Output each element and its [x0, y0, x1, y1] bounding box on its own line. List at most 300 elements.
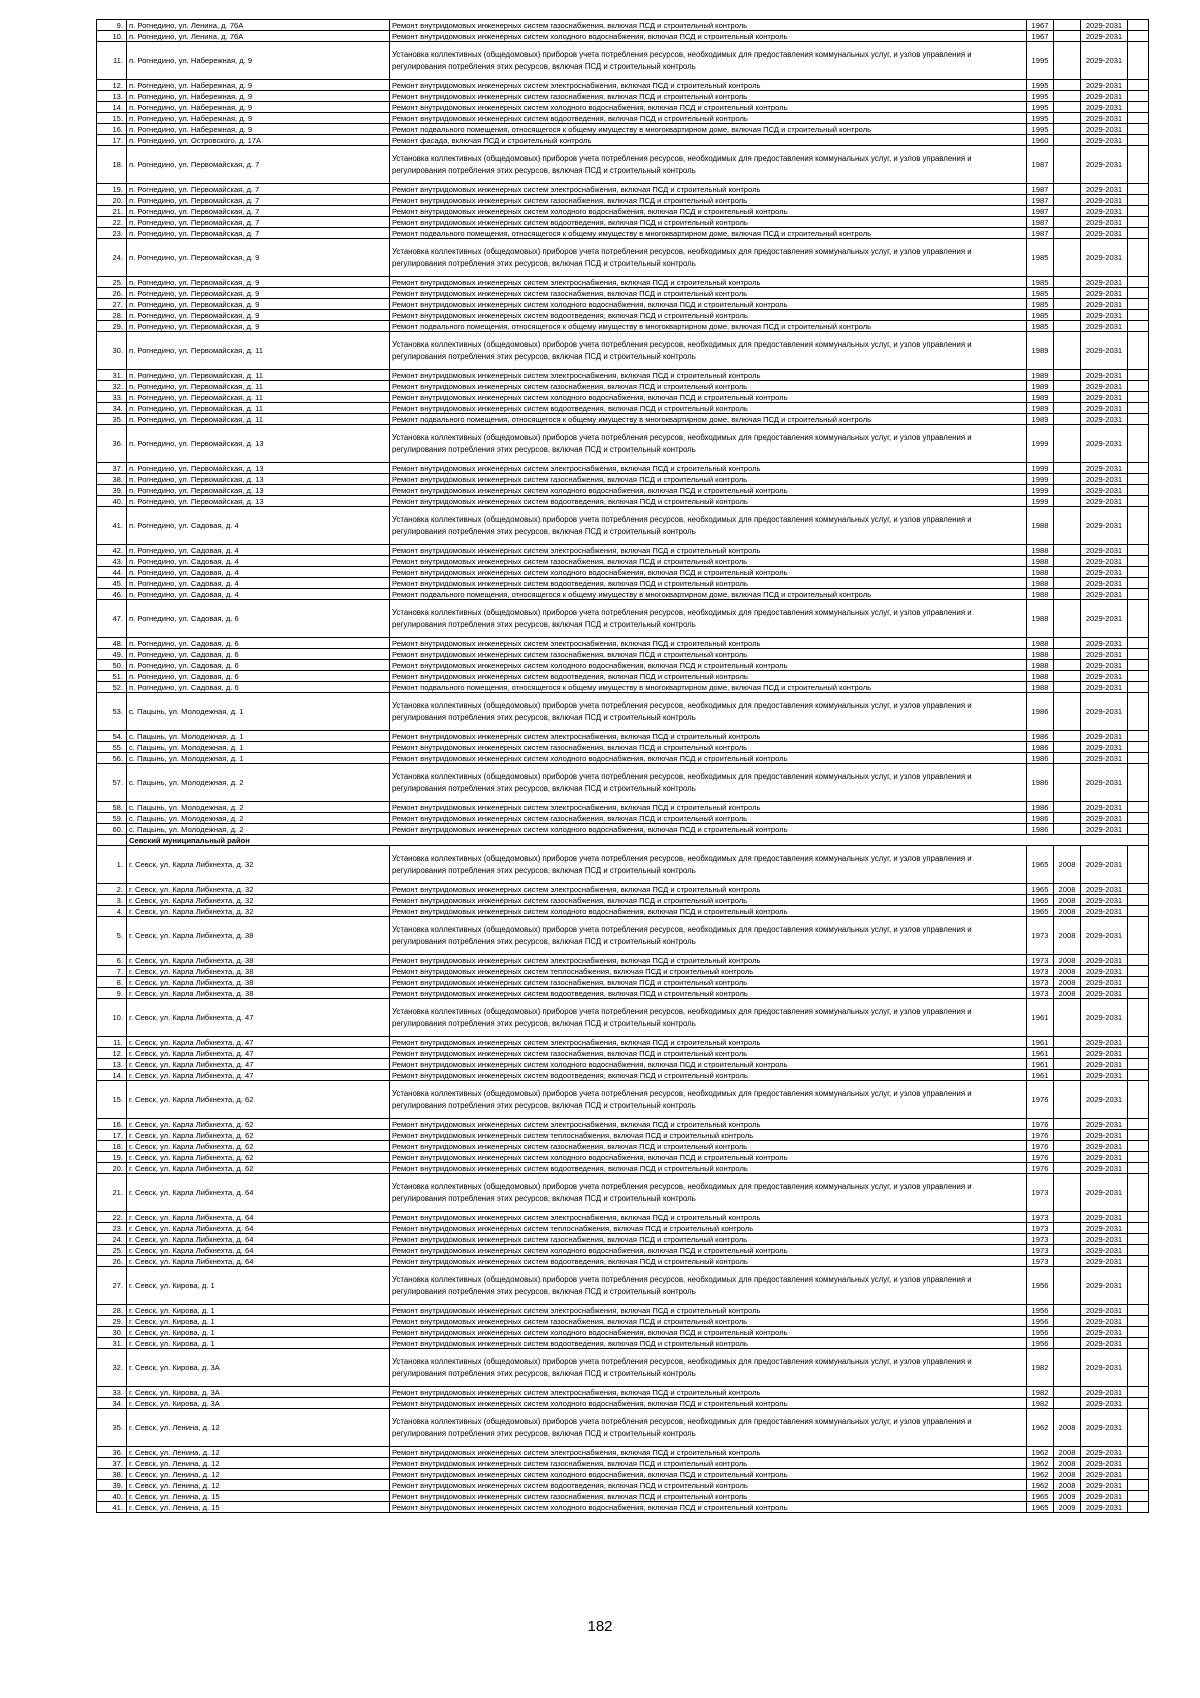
empty-cell [1128, 917, 1149, 955]
last-repair-year-cell: 2008 [1054, 1480, 1081, 1491]
last-repair-year-cell: 2008 [1054, 895, 1081, 906]
last-repair-year-cell [1054, 392, 1081, 403]
row-number-cell: 39. [97, 485, 127, 496]
work-type-cell: Ремонт внутридомовых инженерных систем холодного водоснабжения, включая ПСД и строительный контроль [390, 1327, 1027, 1338]
address-cell: г. Севск, ул. Кирова, д. 3А [127, 1349, 390, 1387]
table-row [97, 113, 1149, 124]
work-type-cell: Ремонт внутридомовых инженерных систем электроснабжения, включая ПСД и строительный контроль [390, 731, 1027, 742]
work-type-cell: Установка коллективных (общедомовых) приборов учета потребления ресурсов, необходимых для предоставления коммунальных услуг, и узлов управления и регулирования потребления этих ресурсов, включая ПСД и строительный контроль [390, 146, 1027, 184]
table-row [97, 299, 1149, 310]
empty-cell [1128, 693, 1149, 731]
planned-period-cell: 2029-2031 [1081, 671, 1128, 682]
planned-period-cell: 2029-2031 [1081, 977, 1128, 988]
work-type-cell: Ремонт внутридомовых инженерных систем водоотведения, включая ПСД и строительный контроль [390, 671, 1027, 682]
build-year-cell: 1973 [1027, 955, 1054, 966]
last-repair-year-cell [1054, 1338, 1081, 1349]
work-type-cell: Установка коллективных (общедомовых) приборов учета потребления ресурсов, необходимых для предоставления коммунальных услуг, и узлов управления и регулирования потребления этих ресурсов, включая ПСД и строительный контроль [390, 917, 1027, 955]
work-type-cell: Установка коллективных (общедомовых) приборов учета потребления ресурсов, необходимых для предоставления коммунальных услуг, и узлов управления и регулирования потребления этих ресурсов, включая ПСД и строительный контроль [390, 1174, 1027, 1212]
planned-period-cell: 2029-2031 [1081, 1458, 1128, 1469]
table-row [97, 1447, 1149, 1458]
work-type-cell: Ремонт внутридомовых инженерных систем водоотведения, включая ПСД и строительный контроль [390, 1256, 1027, 1267]
planned-period-cell: 2029-2031 [1081, 813, 1128, 824]
build-year-cell: 1988 [1027, 600, 1054, 638]
address-cell: г. Севск, ул. Карла Либкнехта, д. 32 [127, 906, 390, 917]
address-cell: г. Севск, ул. Кирова, д. 1 [127, 1327, 390, 1338]
work-type-cell: Ремонт внутридомовых инженерных систем газоснабжения, включая ПСД и строительный контроль [390, 20, 1027, 31]
empty-cell [1128, 370, 1149, 381]
last-repair-year-cell [1054, 1398, 1081, 1409]
empty-cell [1128, 206, 1149, 217]
address-cell: п. Рогнедино, ул. Садовая, д. 6 [127, 638, 390, 649]
row-number-cell: 24. [97, 1234, 127, 1245]
build-year-cell: 1987 [1027, 146, 1054, 184]
empty-cell [1128, 31, 1149, 42]
empty-cell [1128, 1480, 1149, 1491]
address-cell: п. Рогнедино, ул. Первомайская, д. 11 [127, 392, 390, 403]
build-year-cell: 1995 [1027, 124, 1054, 135]
build-year-cell: 1976 [1027, 1119, 1054, 1130]
build-year-cell: 1989 [1027, 332, 1054, 370]
build-year-cell: 1973 [1027, 917, 1054, 955]
build-year-cell: 1960 [1027, 135, 1054, 146]
row-number-cell: 58. [97, 802, 127, 813]
address-cell: п. Рогнедино, ул. Ленина, д. 76А [127, 31, 390, 42]
work-type-cell: Установка коллективных (общедомовых) приборов учета потребления ресурсов, необходимых для предоставления коммунальных услуг, и узлов управления и регулирования потребления этих ресурсов, включая ПСД и строительный контроль [390, 425, 1027, 463]
build-year-cell: 1989 [1027, 370, 1054, 381]
row-number-cell: 25. [97, 1245, 127, 1256]
address-cell: п. Рогнедино, ул. Первомайская, д. 7 [127, 195, 390, 206]
row-number-cell: 52. [97, 682, 127, 693]
empty-cell [1128, 1130, 1149, 1141]
planned-period-cell: 2029-2031 [1081, 638, 1128, 649]
build-year-cell: 1995 [1027, 102, 1054, 113]
row-number-cell: 3. [97, 895, 127, 906]
planned-period-cell: 2029-2031 [1081, 846, 1128, 884]
address-cell: г. Севск, ул. Ленина, д. 12 [127, 1458, 390, 1469]
work-type-cell: Установка коллективных (общедомовых) приборов учета потребления ресурсов, необходимых для предоставления коммунальных услуг, и узлов управления и регулирования потребления этих ресурсов, включая ПСД и строительный контроль [390, 239, 1027, 277]
work-type-cell: Установка коллективных (общедомовых) приборов учета потребления ресурсов, необходимых для предоставления коммунальных услуг, и узлов управления и регулирования потребления этих ресурсов, включая ПСД и строительный контроль [390, 507, 1027, 545]
empty-cell [1128, 638, 1149, 649]
empty-cell [1128, 1316, 1149, 1327]
empty-cell [1128, 1174, 1149, 1212]
last-repair-year-cell [1054, 124, 1081, 135]
last-repair-year-cell: 2008 [1054, 846, 1081, 884]
empty-cell [1128, 556, 1149, 567]
build-year-cell: 1956 [1027, 1327, 1054, 1338]
empty-cell [1128, 1447, 1149, 1458]
address-cell: г. Севск, ул. Карла Либкнехта, д. 64 [127, 1256, 390, 1267]
table-row [97, 485, 1149, 496]
work-type-cell: Установка коллективных (общедомовых) приборов учета потребления ресурсов, необходимых для предоставления коммунальных услуг, и узлов управления и регулирования потребления этих ресурсов, включая ПСД и строительный контроль [390, 332, 1027, 370]
address-cell: с. Пацынь, ул. Молодежная, д. 1 [127, 731, 390, 742]
build-year-cell: 1988 [1027, 578, 1054, 589]
empty-cell [1128, 1163, 1149, 1174]
last-repair-year-cell [1054, 1305, 1081, 1316]
table-row [97, 463, 1149, 474]
row-number-cell: 44. [97, 567, 127, 578]
empty-cell [1128, 1037, 1149, 1048]
empty-cell [1128, 310, 1149, 321]
planned-period-cell: 2029-2031 [1081, 824, 1128, 835]
build-year-cell: 1989 [1027, 414, 1054, 425]
work-type-cell: Ремонт внутридомовых инженерных систем электроснабжения, включая ПСД и строительный контроль [390, 1037, 1027, 1048]
row-number-cell: 12. [97, 80, 127, 91]
work-type-cell: Ремонт внутридомовых инженерных систем водоотведения, включая ПСД и строительный контроль [390, 113, 1027, 124]
planned-period-cell: 2029-2031 [1081, 1316, 1128, 1327]
planned-period-cell: 2029-2031 [1081, 370, 1128, 381]
work-type-cell: Ремонт внутридомовых инженерных систем холодного водоснабжения, включая ПСД и строительный контроль [390, 1059, 1027, 1070]
planned-period-cell: 2029-2031 [1081, 906, 1128, 917]
planned-period-cell: 2029-2031 [1081, 91, 1128, 102]
repair-schedule-table [96, 19, 1149, 1513]
work-type-cell: Ремонт внутридомовых инженерных систем газоснабжения, включая ПСД и строительный контроль [390, 91, 1027, 102]
address-cell: г. Севск, ул. Карла Либкнехта, д. 64 [127, 1212, 390, 1223]
last-repair-year-cell: 2008 [1054, 977, 1081, 988]
address-cell: п. Рогнедино, ул. Садовая, д. 4 [127, 556, 390, 567]
table-row [97, 288, 1149, 299]
planned-period-cell: 2029-2031 [1081, 228, 1128, 239]
planned-period-cell: 2029-2031 [1081, 113, 1128, 124]
empty-cell [1128, 1305, 1149, 1316]
work-type-cell: Установка коллективных (общедомовых) приборов учета потребления ресурсов, необходимых для предоставления коммунальных услуг, и узлов управления и регулирования потребления этих ресурсов, включая ПСД и строительный контроль [390, 42, 1027, 80]
empty-cell [1128, 1141, 1149, 1152]
planned-period-cell: 2029-2031 [1081, 600, 1128, 638]
table-row [97, 813, 1149, 824]
planned-period-cell: 2029-2031 [1081, 682, 1128, 693]
work-type-cell: Ремонт внутридомовых инженерных систем теплоснабжения, включая ПСД и строительный контроль [390, 1223, 1027, 1234]
empty-cell [1128, 135, 1149, 146]
table-row [97, 966, 1149, 977]
empty-cell [1128, 966, 1149, 977]
planned-period-cell: 2029-2031 [1081, 217, 1128, 228]
empty-cell [1128, 1267, 1149, 1305]
row-number-cell: 53. [97, 693, 127, 731]
build-year-cell: 1999 [1027, 485, 1054, 496]
planned-period-cell: 2029-2031 [1081, 917, 1128, 955]
build-year-cell: 1999 [1027, 425, 1054, 463]
last-repair-year-cell [1054, 1070, 1081, 1081]
table-row [97, 239, 1149, 277]
table-row [97, 1469, 1149, 1480]
row-number-cell: 27. [97, 1267, 127, 1305]
work-type-cell: Ремонт подвального помещения, относящегося к общему имуществу в многоквартирном доме, включая ПСД и строительный контроль [390, 682, 1027, 693]
build-year-cell: 1961 [1027, 1059, 1054, 1070]
last-repair-year-cell [1054, 80, 1081, 91]
work-type-cell: Ремонт внутридомовых инженерных систем холодного водоснабжения, включая ПСД и строительный контроль [390, 1469, 1027, 1480]
row-number-cell: 11. [97, 42, 127, 80]
last-repair-year-cell [1054, 1267, 1081, 1305]
work-type-cell: Ремонт внутридомовых инженерных систем газоснабжения, включая ПСД и строительный контроль [390, 474, 1027, 485]
planned-period-cell: 2029-2031 [1081, 649, 1128, 660]
empty-cell [1128, 1256, 1149, 1267]
row-number-cell: 54. [97, 731, 127, 742]
address-cell: п. Рогнедино, ул. Набережная, д. 9 [127, 124, 390, 135]
planned-period-cell: 2029-2031 [1081, 1163, 1128, 1174]
build-year-cell: 1965 [1027, 906, 1054, 917]
address-cell: г. Севск, ул. Карла Либкнехта, д. 62 [127, 1081, 390, 1119]
empty-cell [1128, 1338, 1149, 1349]
build-year-cell: 1987 [1027, 195, 1054, 206]
address-cell: с. Пацынь, ул. Молодежная, д. 2 [127, 802, 390, 813]
address-cell: п. Рогнедино, ул. Первомайская, д. 11 [127, 332, 390, 370]
row-number-cell: 4. [97, 906, 127, 917]
empty-cell [1128, 660, 1149, 671]
address-cell: п. Рогнедино, ул. Садовая, д. 4 [127, 507, 390, 545]
last-repair-year-cell [1054, 102, 1081, 113]
row-number-cell: 1. [97, 846, 127, 884]
build-year-cell: 1986 [1027, 824, 1054, 835]
empty-cell [1128, 288, 1149, 299]
row-number-cell: 21. [97, 206, 127, 217]
empty-cell [1128, 895, 1149, 906]
address-cell: п. Рогнедино, ул. Садовая, д. 4 [127, 567, 390, 578]
build-year-cell: 1961 [1027, 1048, 1054, 1059]
planned-period-cell: 2029-2031 [1081, 567, 1128, 578]
row-number-cell: 10. [97, 999, 127, 1037]
table-row [97, 693, 1149, 731]
work-type-cell: Ремонт внутридомовых инженерных систем холодного водоснабжения, включая ПСД и строительный контроль [390, 31, 1027, 42]
planned-period-cell: 2029-2031 [1081, 1245, 1128, 1256]
row-number-cell: 35. [97, 1409, 127, 1447]
table-row [97, 135, 1149, 146]
empty-cell [1128, 742, 1149, 753]
planned-period-cell: 2029-2031 [1081, 184, 1128, 195]
address-cell: п. Рогнедино, ул. Набережная, д. 9 [127, 42, 390, 80]
build-year-cell: 1987 [1027, 206, 1054, 217]
address-cell: г. Севск, ул. Карла Либкнехта, д. 62 [127, 1163, 390, 1174]
table-row [97, 425, 1149, 463]
address-cell: г. Севск, ул. Карла Либкнехта, д. 47 [127, 999, 390, 1037]
last-repair-year-cell [1054, 135, 1081, 146]
build-year-cell: 1973 [1027, 966, 1054, 977]
address-cell: г. Севск, ул. Карла Либкнехта, д. 38 [127, 988, 390, 999]
planned-period-cell: 2029-2031 [1081, 239, 1128, 277]
build-year-cell: 1989 [1027, 392, 1054, 403]
build-year-cell: 1956 [1027, 1267, 1054, 1305]
last-repair-year-cell: 2009 [1054, 1491, 1081, 1502]
work-type-cell: Установка коллективных (общедомовых) приборов учета потребления ресурсов, необходимых для предоставления коммунальных услуг, и узлов управления и регулирования потребления этих ресурсов, включая ПСД и строительный контроль [390, 764, 1027, 802]
work-type-cell: Ремонт внутридомовых инженерных систем холодного водоснабжения, включая ПСД и строительный контроль [390, 102, 1027, 113]
address-cell: г. Севск, ул. Карла Либкнехта, д. 64 [127, 1234, 390, 1245]
work-type-cell: Ремонт внутридомовых инженерных систем электроснабжения, включая ПСД и строительный контроль [390, 1447, 1027, 1458]
last-repair-year-cell [1054, 731, 1081, 742]
address-cell: г. Севск, ул. Кирова, д. 3А [127, 1387, 390, 1398]
planned-period-cell: 2029-2031 [1081, 1141, 1128, 1152]
row-number-cell: 45. [97, 578, 127, 589]
row-number-cell: 49. [97, 649, 127, 660]
build-year-cell: 1988 [1027, 567, 1054, 578]
empty-cell [1128, 228, 1149, 239]
last-repair-year-cell [1054, 1037, 1081, 1048]
empty-cell [1128, 731, 1149, 742]
table-row [97, 1223, 1149, 1234]
table-row [97, 556, 1149, 567]
empty-cell [1128, 474, 1149, 485]
empty-cell [1128, 545, 1149, 556]
address-cell: г. Севск, ул. Карла Либкнехта, д. 38 [127, 977, 390, 988]
last-repair-year-cell [1054, 20, 1081, 31]
build-year-cell: 1986 [1027, 813, 1054, 824]
build-year-cell: 1956 [1027, 1305, 1054, 1316]
row-number-cell: 17. [97, 135, 127, 146]
row-number-cell: 18. [97, 1141, 127, 1152]
build-year-cell: 1995 [1027, 42, 1054, 80]
empty-cell [1128, 682, 1149, 693]
last-repair-year-cell [1054, 332, 1081, 370]
build-year-cell: 1986 [1027, 753, 1054, 764]
planned-period-cell: 2029-2031 [1081, 1491, 1128, 1502]
address-cell: п. Рогнедино, ул. Садовая, д. 6 [127, 649, 390, 660]
empty-cell [1128, 1469, 1149, 1480]
address-cell: п. Рогнедино, ул. Первомайская, д. 13 [127, 496, 390, 507]
planned-period-cell: 2029-2031 [1081, 80, 1128, 91]
row-number-cell: 24. [97, 239, 127, 277]
empty-cell [1128, 321, 1149, 332]
planned-period-cell: 2029-2031 [1081, 42, 1128, 80]
last-repair-year-cell: 2008 [1054, 906, 1081, 917]
table-row [97, 1037, 1149, 1048]
address-cell: с. Пацынь, ул. Молодежная, д. 1 [127, 753, 390, 764]
empty-cell [1128, 955, 1149, 966]
empty-cell [1128, 102, 1149, 113]
build-year-cell: 1973 [1027, 977, 1054, 988]
build-year-cell: 1999 [1027, 463, 1054, 474]
table-row [97, 414, 1149, 425]
build-year-cell: 1982 [1027, 1387, 1054, 1398]
last-repair-year-cell [1054, 414, 1081, 425]
work-type-cell: Ремонт подвального помещения, относящегося к общему имуществу в многоквартирном доме, включая ПСД и строительный контроль [390, 228, 1027, 239]
build-year-cell: 1973 [1027, 1223, 1054, 1234]
row-number-cell: 50. [97, 660, 127, 671]
planned-period-cell: 2029-2031 [1081, 1081, 1128, 1119]
work-type-cell: Ремонт внутридомовых инженерных систем водоотведения, включая ПСД и строительный контроль [390, 1338, 1027, 1349]
empty-cell [1128, 824, 1149, 835]
last-repair-year-cell [1054, 649, 1081, 660]
table-row [97, 381, 1149, 392]
table-row [97, 753, 1149, 764]
row-number-cell: 21. [97, 1174, 127, 1212]
row-number-cell: 31. [97, 370, 127, 381]
table-row [97, 742, 1149, 753]
row-number-cell: 12. [97, 1048, 127, 1059]
work-type-cell: Ремонт внутридомовых инженерных систем электроснабжения, включая ПСД и строительный контроль [390, 184, 1027, 195]
table-row [97, 1338, 1149, 1349]
last-repair-year-cell: 2008 [1054, 955, 1081, 966]
address-cell: п. Рогнедино, ул. Садовая, д. 6 [127, 682, 390, 693]
empty-cell [1128, 977, 1149, 988]
table-row [97, 1048, 1149, 1059]
address-cell: г. Севск, ул. Карла Либкнехта, д. 62 [127, 1130, 390, 1141]
address-cell: г. Севск, ул. Карла Либкнехта, д. 64 [127, 1223, 390, 1234]
build-year-cell: 1973 [1027, 988, 1054, 999]
address-cell: п. Рогнедино, ул. Первомайская, д. 13 [127, 474, 390, 485]
row-number-cell: 37. [97, 463, 127, 474]
table-row [97, 649, 1149, 660]
work-type-cell: Ремонт внутридомовых инженерных систем электроснабжения, включая ПСД и строительный контроль [390, 1387, 1027, 1398]
work-type-cell: Ремонт внутридомовых инженерных систем водоотведения, включая ПСД и строительный контроль [390, 988, 1027, 999]
table-row [97, 1316, 1149, 1327]
build-year-cell: 1962 [1027, 1409, 1054, 1447]
table-row [97, 507, 1149, 545]
planned-period-cell: 2029-2031 [1081, 463, 1128, 474]
section-header-row [97, 835, 1149, 846]
address-cell: п. Рогнедино, ул. Первомайская, д. 11 [127, 414, 390, 425]
empty-cell [1128, 753, 1149, 764]
empty-cell [1128, 1458, 1149, 1469]
work-type-cell: Ремонт внутридомовых инженерных систем газоснабжения, включая ПСД и строительный контроль [390, 1458, 1027, 1469]
planned-period-cell: 2029-2031 [1081, 660, 1128, 671]
table-row [97, 1305, 1149, 1316]
planned-period-cell: 2029-2031 [1081, 277, 1128, 288]
table-row [97, 906, 1149, 917]
build-year-cell: 1988 [1027, 556, 1054, 567]
planned-period-cell: 2029-2031 [1081, 332, 1128, 370]
row-number-cell: 6. [97, 955, 127, 966]
row-number-cell: 34. [97, 1398, 127, 1409]
row-number-cell: 30. [97, 332, 127, 370]
address-cell: г. Севск, ул. Карла Либкнехта, д. 62 [127, 1119, 390, 1130]
last-repair-year-cell: 2008 [1054, 917, 1081, 955]
row-number-cell: 9. [97, 20, 127, 31]
build-year-cell: 1973 [1027, 1212, 1054, 1223]
build-year-cell: 1967 [1027, 31, 1054, 42]
table-row [97, 124, 1149, 135]
work-type-cell: Установка коллективных (общедомовых) приборов учета потребления ресурсов, необходимых для предоставления коммунальных услуг, и узлов управления и регулирования потребления этих ресурсов, включая ПСД и строительный контроль [390, 600, 1027, 638]
address-cell: п. Рогнедино, ул. Первомайская, д. 11 [127, 381, 390, 392]
last-repair-year-cell [1054, 206, 1081, 217]
planned-period-cell: 2029-2031 [1081, 31, 1128, 42]
table-row [97, 1409, 1149, 1447]
last-repair-year-cell [1054, 1349, 1081, 1387]
last-repair-year-cell [1054, 1223, 1081, 1234]
last-repair-year-cell [1054, 299, 1081, 310]
address-cell: г. Севск, ул. Ленина, д. 12 [127, 1409, 390, 1447]
planned-period-cell: 2029-2031 [1081, 1447, 1128, 1458]
empty-cell [1128, 91, 1149, 102]
work-type-cell: Ремонт внутридомовых инженерных систем холодного водоснабжения, включая ПСД и строительный контроль [390, 392, 1027, 403]
planned-period-cell: 2029-2031 [1081, 578, 1128, 589]
address-cell: п. Рогнедино, ул. Набережная, д. 9 [127, 80, 390, 91]
address-cell: г. Севск, ул. Карла Либкнехта, д. 38 [127, 917, 390, 955]
table-row [97, 1502, 1149, 1513]
empty-cell [1128, 1398, 1149, 1409]
row-number-cell: 40. [97, 496, 127, 507]
planned-period-cell: 2029-2031 [1081, 1048, 1128, 1059]
row-number-cell: 32. [97, 381, 127, 392]
empty-cell [1128, 20, 1149, 31]
address-cell: п. Рогнедино, ул. Набережная, д. 9 [127, 91, 390, 102]
address-cell: п. Рогнедино, ул. Первомайская, д. 7 [127, 206, 390, 217]
last-repair-year-cell [1054, 195, 1081, 206]
build-year-cell: 1973 [1027, 1174, 1054, 1212]
row-number-cell: 25. [97, 277, 127, 288]
work-type-cell: Ремонт подвального помещения, относящегося к общему имуществу в многоквартирном доме, включая ПСД и строительный контроль [390, 414, 1027, 425]
row-number-cell: 22. [97, 1212, 127, 1223]
work-type-cell: Ремонт внутридомовых инженерных систем газоснабжения, включая ПСД и строительный контроль [390, 1316, 1027, 1327]
planned-period-cell: 2029-2031 [1081, 556, 1128, 567]
build-year-cell: 1973 [1027, 1245, 1054, 1256]
planned-period-cell: 2029-2031 [1081, 1267, 1128, 1305]
table-row [97, 578, 1149, 589]
last-repair-year-cell [1054, 370, 1081, 381]
table-row [97, 1163, 1149, 1174]
planned-period-cell: 2029-2031 [1081, 1409, 1128, 1447]
planned-period-cell: 2029-2031 [1081, 1223, 1128, 1234]
planned-period-cell: 2029-2031 [1081, 414, 1128, 425]
empty-cell [1128, 1234, 1149, 1245]
row-number-cell: 19. [97, 1152, 127, 1163]
work-type-cell: Установка коллективных (общедомовых) приборов учета потребления ресурсов, необходимых для предоставления коммунальных услуг, и узлов управления и регулирования потребления этих ресурсов, включая ПСД и строительный контроль [390, 693, 1027, 731]
